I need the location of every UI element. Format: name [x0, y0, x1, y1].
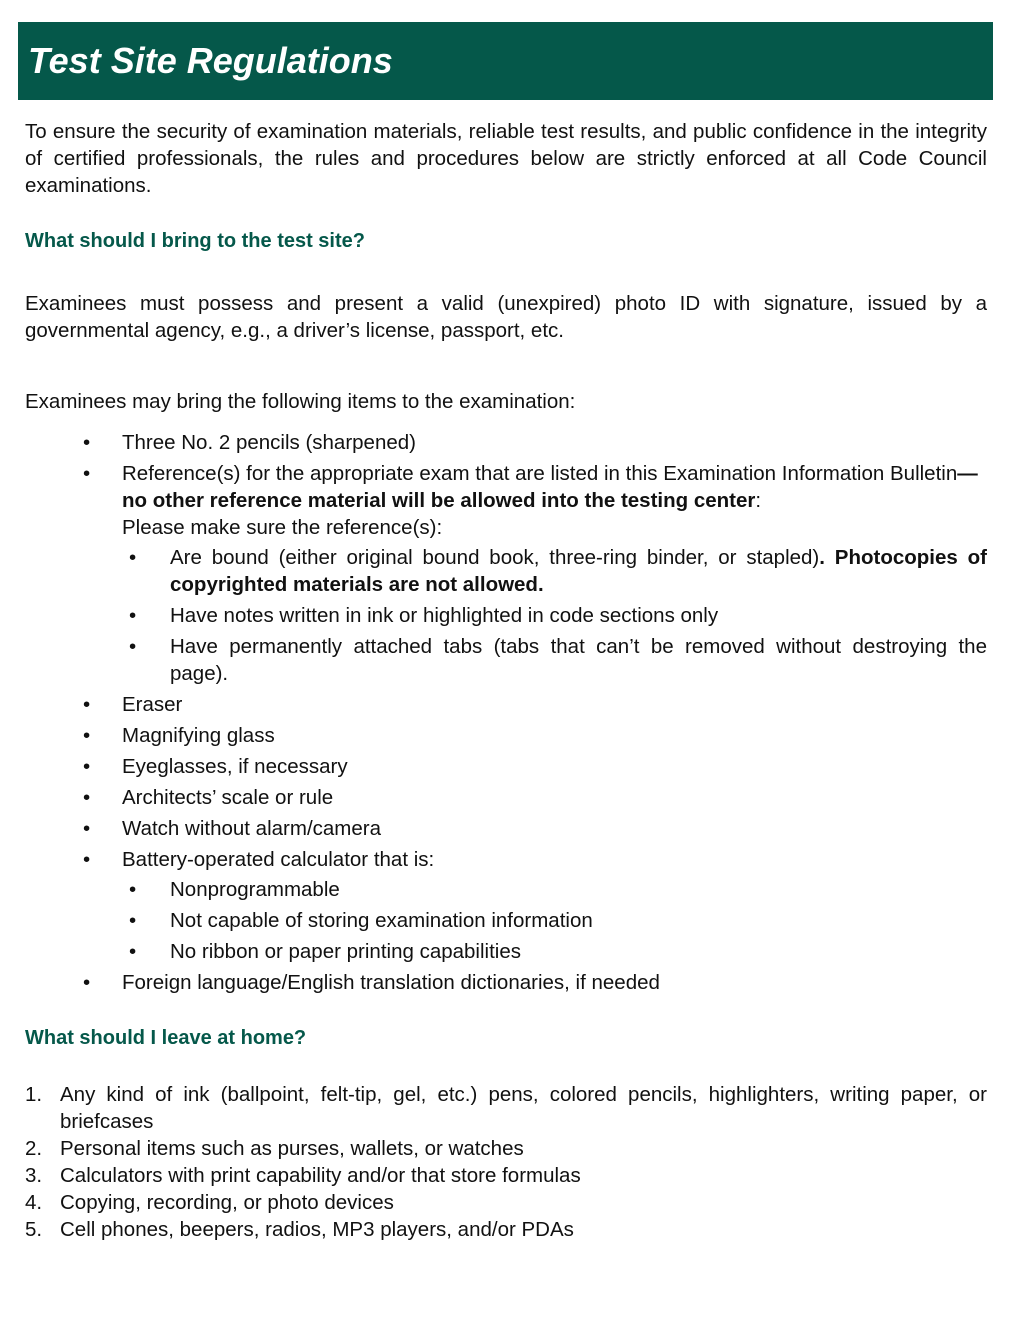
- id-requirement-paragraph: Examinees must possess and present a valid (unexpired) photo ID with signature, issued by a governmental agency, e.g., a driver’s license, passport, etc.: [25, 292, 987, 342]
- item-dictionaries: Foreign language/English translation dictionaries, if needed: [122, 971, 660, 994]
- list-item: [25, 1135, 987, 1162]
- bullet: •: [129, 546, 137, 569]
- list-item: [25, 691, 987, 718]
- sublist-item: [122, 602, 987, 629]
- list-item: [25, 969, 987, 996]
- list-item: [25, 846, 987, 965]
- sublist-item: [122, 544, 987, 598]
- list-item: [25, 1081, 987, 1135]
- sublist-item: [122, 876, 987, 903]
- item-watch: Watch without alarm/camera: [122, 817, 381, 840]
- bullet: •: [83, 431, 91, 454]
- bring-list: [25, 429, 987, 996]
- list-item: [25, 784, 987, 811]
- item-text: Any kind of ink (ballpoint, felt-tip, gel, etc.) pens, colored pencils, highlighters, writing paper, or briefcases: [60, 1083, 987, 1133]
- list-item: [25, 1189, 987, 1216]
- calc-no-printing: No ribbon or paper printing capabilities: [170, 940, 521, 963]
- item-eraser: Eraser: [122, 693, 183, 716]
- bullet: •: [83, 755, 91, 778]
- bullet: •: [83, 786, 91, 809]
- bring-heading: What should I bring to the test site?: [25, 230, 365, 252]
- calc-no-storage: Not capable of storing examination information: [170, 909, 593, 932]
- item-text: Calculators with print capability and/or that store formulas: [60, 1164, 581, 1187]
- list-item: [25, 815, 987, 842]
- sublist-item: [122, 633, 987, 687]
- bullet: •: [83, 848, 91, 871]
- bullet: •: [129, 878, 137, 901]
- ref-notes: Have notes written in ink or highlighted in code sections only: [170, 604, 719, 627]
- ref-tabs: Have permanently attached tabs (tabs that can’t be removed without destroying the page).: [170, 635, 987, 685]
- calc-nonprogrammable: Nonprogrammable: [170, 878, 340, 901]
- page-title: Test Site Regulations: [28, 40, 393, 81]
- item-magnifying-glass: Magnifying glass: [122, 724, 275, 747]
- item-number: 5.: [25, 1218, 43, 1241]
- bullet: •: [129, 604, 137, 627]
- bullet: •: [83, 971, 91, 994]
- bullet: •: [83, 724, 91, 747]
- reference-sublist: [122, 544, 987, 687]
- list-item: [25, 1216, 987, 1243]
- bullet: •: [129, 909, 137, 932]
- bullet: •: [83, 693, 91, 716]
- list-item: [25, 753, 987, 780]
- sublist-item: [122, 907, 987, 934]
- bullet: •: [83, 817, 91, 840]
- item-number: 1.: [25, 1083, 43, 1106]
- item-number: 3.: [25, 1164, 43, 1187]
- list-item: [25, 722, 987, 749]
- item-reference: Reference(s) for the appropriate exam that are listed in this Examination Information Bulletin: [122, 462, 958, 485]
- item-text: Copying, recording, or photo devices: [60, 1191, 394, 1214]
- document-body: [25, 118, 987, 1243]
- reference-warning: —no other reference material will be allowed into the testing center: [122, 462, 978, 512]
- item-eyeglasses: Eyeglasses, if necessary: [122, 755, 348, 778]
- sublist-item: [122, 938, 987, 965]
- bullet: •: [129, 635, 137, 658]
- may-bring-paragraph: Examinees may bring the following items to the examination:: [25, 390, 576, 413]
- item-calculator: Battery-operated calculator that is:: [122, 848, 435, 871]
- bullet: •: [129, 940, 137, 963]
- item-number: 4.: [25, 1191, 43, 1214]
- title-banner: [18, 22, 993, 100]
- ref-photocopies-warning: . Photocopies of copyrighted materials are not allowed.: [170, 546, 987, 596]
- home-heading: What should I leave at home?: [25, 1027, 307, 1049]
- leave-at-home-list: [25, 1081, 987, 1243]
- bullet: •: [83, 462, 91, 485]
- list-item: [25, 460, 987, 687]
- ref-bound: Are bound (either original bound book, three-ring binder, or stapled): [170, 546, 820, 569]
- list-item: [25, 429, 987, 456]
- item-scale: Architects’ scale or rule: [122, 786, 334, 809]
- item-pencils: Three No. 2 pencils (sharpened): [122, 431, 416, 454]
- item-text: Personal items such as purses, wallets, or watches: [60, 1137, 524, 1160]
- item-number: 2.: [25, 1137, 43, 1160]
- reference-instruction: Please make sure the reference(s):: [122, 516, 443, 539]
- intro-paragraph: To ensure the security of examination materials, reliable test results, and public confidence in the integrity of certified professionals, the rules and procedures below are strictly enforced at all Code Council examinations.: [25, 120, 987, 197]
- reference-colon: :: [755, 489, 762, 512]
- list-item: [25, 1162, 987, 1189]
- calculator-sublist: [122, 876, 987, 965]
- item-text: Cell phones, beepers, radios, MP3 players, and/or PDAs: [60, 1218, 574, 1241]
